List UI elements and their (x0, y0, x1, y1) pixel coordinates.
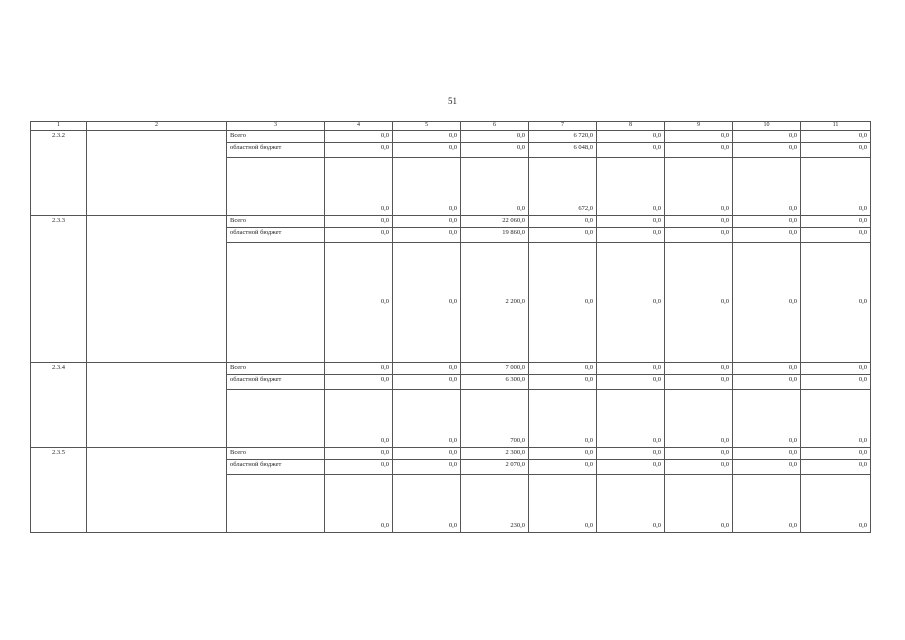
value-cell: 22 060,0 (461, 215, 529, 227)
header-cell: 10 (733, 122, 801, 131)
value-cell: 0,0 (597, 157, 665, 215)
value-cell: 0,0 (529, 362, 597, 374)
value-cell: 0,0 (325, 130, 393, 142)
value-cell: 0,0 (665, 215, 733, 227)
value-cell: 19 860,0 (461, 227, 529, 242)
value-cell: 0,0 (529, 215, 597, 227)
value-cell: 0,0 (801, 242, 871, 362)
value-cell: 0,0 (665, 227, 733, 242)
value-cell: 0,0 (529, 374, 597, 389)
header-cell: 4 (325, 122, 393, 131)
value-cell: 0,0 (733, 374, 801, 389)
value-cell: 6 048,0 (529, 142, 597, 157)
value-cell: 6 300,0 (461, 374, 529, 389)
value-cell: 0,0 (393, 242, 461, 362)
value-cell: 0,0 (393, 130, 461, 142)
funding-source-cell: Всего (227, 447, 325, 459)
header-cell: 7 (529, 122, 597, 131)
table-row (31, 215, 871, 227)
value-cell: 0,0 (733, 227, 801, 242)
table-row (31, 130, 871, 142)
value-cell: 0,0 (325, 459, 393, 474)
value-cell: 0,0 (665, 474, 733, 532)
value-cell: 0,0 (393, 389, 461, 447)
value-cell: 0,0 (393, 142, 461, 157)
value-cell: 0,0 (801, 362, 871, 374)
value-cell: 0,0 (665, 362, 733, 374)
value-cell: 0,0 (325, 474, 393, 532)
value-cell: 0,0 (597, 459, 665, 474)
item-code-cell: 2.3.4 (31, 362, 87, 447)
value-cell: 0,0 (393, 474, 461, 532)
value-cell: 0,0 (597, 389, 665, 447)
value-cell: 0,0 (597, 447, 665, 459)
value-cell: 0,0 (665, 459, 733, 474)
value-cell: 0,0 (733, 157, 801, 215)
value-cell: 0,0 (529, 389, 597, 447)
header-cell: 8 (597, 122, 665, 131)
value-cell: 0,0 (665, 447, 733, 459)
funding-source-cell: областной бюджет (227, 227, 325, 242)
value-cell: 0,0 (529, 474, 597, 532)
value-cell: 0,0 (801, 474, 871, 532)
value-cell: 0,0 (597, 362, 665, 374)
funding-source-cell (227, 474, 325, 532)
value-cell: 0,0 (393, 447, 461, 459)
header-cell: 11 (801, 122, 871, 131)
value-cell: 0,0 (325, 227, 393, 242)
funding-source-cell: Всего (227, 130, 325, 142)
value-cell: 0,0 (325, 447, 393, 459)
value-cell: 0,0 (325, 157, 393, 215)
value-cell: 0,0 (801, 157, 871, 215)
value-cell: 0,0 (325, 242, 393, 362)
value-cell: 0,0 (733, 389, 801, 447)
funding-source-cell: Всего (227, 362, 325, 374)
value-cell: 2 070,0 (461, 459, 529, 474)
value-cell: 0,0 (665, 374, 733, 389)
funding-source-cell (227, 389, 325, 447)
value-cell: 0,0 (597, 215, 665, 227)
value-cell: 0,0 (529, 227, 597, 242)
value-cell: 0,0 (461, 142, 529, 157)
value-cell: 0,0 (801, 215, 871, 227)
value-cell: 0,0 (461, 130, 529, 142)
page-number: 51 (448, 96, 457, 106)
value-cell: 0,0 (597, 227, 665, 242)
value-cell: 0,0 (393, 227, 461, 242)
value-cell: 0,0 (461, 157, 529, 215)
value-cell: 0,0 (393, 362, 461, 374)
funding-source-cell (227, 242, 325, 362)
value-cell: 2 200,0 (461, 242, 529, 362)
funding-source-cell (227, 157, 325, 215)
value-cell: 0,0 (733, 362, 801, 374)
value-cell: 0,0 (529, 242, 597, 362)
value-cell: 0,0 (665, 242, 733, 362)
item-code-cell: 2.3.3 (31, 215, 87, 362)
value-cell: 0,0 (529, 447, 597, 459)
value-cell: 230,0 (461, 474, 529, 532)
value-cell: 0,0 (801, 130, 871, 142)
budget-table (30, 121, 871, 533)
funding-source-cell: областной бюджет (227, 142, 325, 157)
header-cell: 2 (87, 122, 227, 131)
value-cell: 0,0 (733, 242, 801, 362)
header-cell: 6 (461, 122, 529, 131)
funding-source-cell: областной бюджет (227, 459, 325, 474)
table-row (31, 447, 871, 459)
value-cell: 0,0 (393, 459, 461, 474)
value-cell: 0,0 (801, 142, 871, 157)
value-cell: 0,0 (733, 474, 801, 532)
value-cell: 0,0 (325, 142, 393, 157)
value-cell: 0,0 (733, 142, 801, 157)
item-name-cell (87, 130, 227, 215)
value-cell: 0,0 (393, 374, 461, 389)
value-cell: 0,0 (529, 459, 597, 474)
value-cell: 0,0 (325, 362, 393, 374)
item-code-cell: 2.3.5 (31, 447, 87, 532)
funding-source-cell: областной бюджет (227, 374, 325, 389)
value-cell: 0,0 (597, 474, 665, 532)
header-cell: 3 (227, 122, 325, 131)
value-cell: 672,0 (529, 157, 597, 215)
value-cell: 0,0 (733, 215, 801, 227)
value-cell: 0,0 (325, 374, 393, 389)
item-name-cell (87, 447, 227, 532)
item-name-cell (87, 215, 227, 362)
value-cell: 2 300,0 (461, 447, 529, 459)
value-cell: 0,0 (801, 447, 871, 459)
value-cell: 0,0 (325, 389, 393, 447)
item-name-cell (87, 362, 227, 447)
value-cell: 0,0 (801, 227, 871, 242)
value-cell: 0,0 (597, 142, 665, 157)
header-cell: 5 (393, 122, 461, 131)
value-cell: 0,0 (801, 374, 871, 389)
value-cell: 0,0 (801, 459, 871, 474)
value-cell: 0,0 (665, 142, 733, 157)
value-cell: 0,0 (733, 130, 801, 142)
value-cell: 0,0 (393, 157, 461, 215)
value-cell: 700,0 (461, 389, 529, 447)
header-cell: 9 (665, 122, 733, 131)
header-row (31, 122, 871, 131)
value-cell: 0,0 (325, 215, 393, 227)
value-cell: 6 720,0 (529, 130, 597, 142)
value-cell: 0,0 (801, 389, 871, 447)
value-cell: 0,0 (665, 130, 733, 142)
value-cell: 0,0 (597, 130, 665, 142)
value-cell: 0,0 (665, 389, 733, 447)
value-cell: 0,0 (393, 215, 461, 227)
item-code-cell: 2.3.2 (31, 130, 87, 215)
value-cell: 0,0 (597, 374, 665, 389)
value-cell: 0,0 (597, 242, 665, 362)
value-cell: 0,0 (733, 459, 801, 474)
value-cell: 0,0 (665, 157, 733, 215)
table-row (31, 362, 871, 374)
value-cell: 7 000,0 (461, 362, 529, 374)
value-cell: 0,0 (733, 447, 801, 459)
header-cell: 1 (31, 122, 87, 131)
funding-source-cell: Всего (227, 215, 325, 227)
